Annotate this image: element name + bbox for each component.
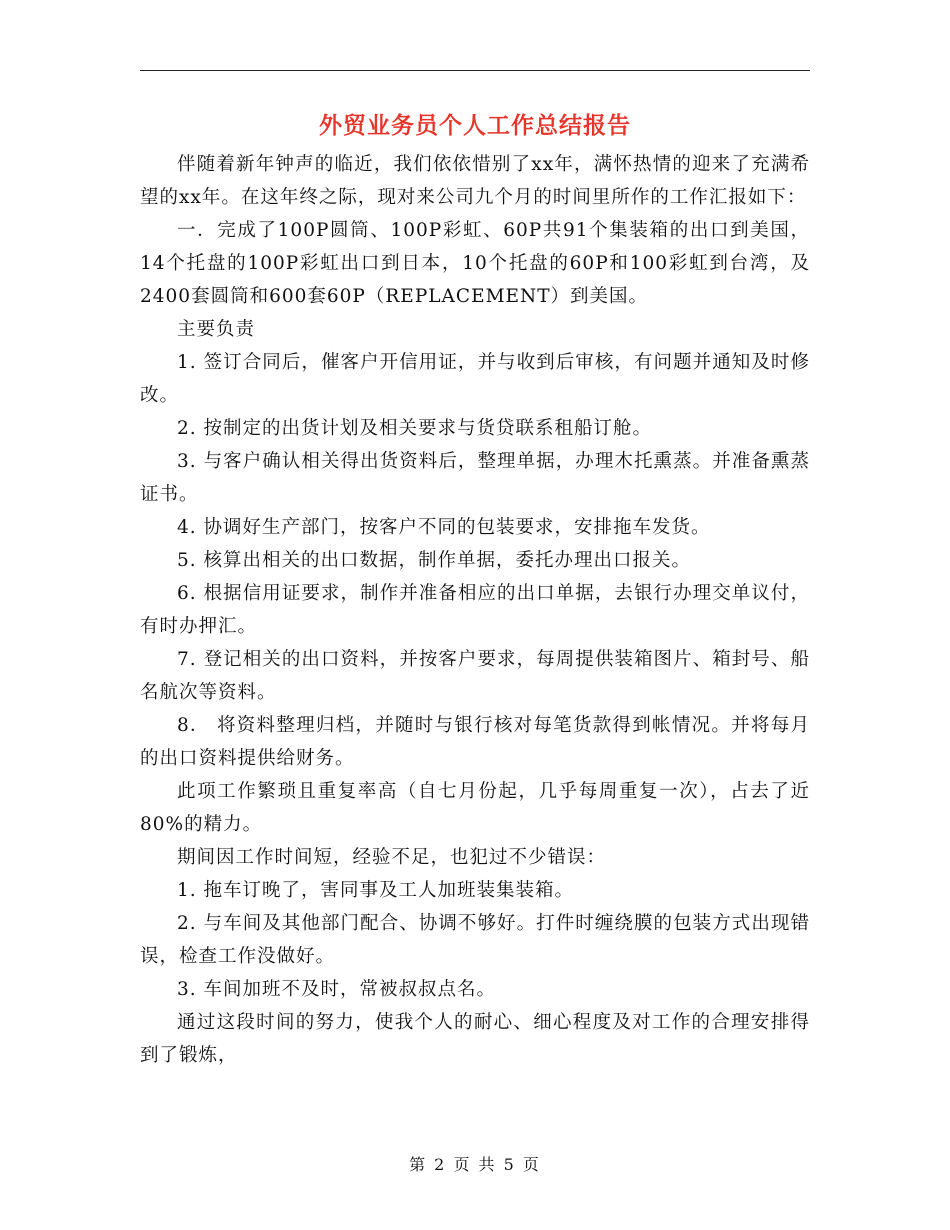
paragraph-duty-8: 8． 将资料整理归档，并随时与银行核对每笔货款得到帐情况。并将每月的出口资料提供给财务。 xyxy=(140,715,810,769)
paragraph-mistake-2: 2. 与车间及其他部门配合、协调不够好。打件时缠绕膜的包装方式出现错误，检查工作没做好。 xyxy=(140,913,810,967)
paragraph-mistake-3: 3. 车间加班不及时，常被叔叔点名。 xyxy=(177,979,497,1000)
paragraph-duty-6: 6. 根据信用证要求，制作并准备相应的出口单据，去银行办理交单议付，有时办押汇。 xyxy=(140,583,810,637)
paragraph-mistakes-heading: 期间因工作时间短，经验不足，也犯过不少错误： xyxy=(177,847,607,868)
paragraph-duty-1: 1. 签订合同后，催客户开信用证，并与收到后审核，有问题并通知及时修改。 xyxy=(140,352,810,406)
paragraph-duty-2: 2. 按制定的出货计划及相关要求与货贷联系租船订舱。 xyxy=(177,418,653,439)
paragraph-mistake-1: 1. 拖车订晚了，害同事及工人加班装集装箱。 xyxy=(177,880,575,901)
paragraph-duties-heading: 主要负责 xyxy=(177,319,256,340)
header-rule xyxy=(140,70,810,71)
paragraph-duty-5: 5. 核算出相关的出口数据，制作单据，委托办理出口报关。 xyxy=(177,550,692,571)
paragraph-intro: 伴随着新年钟声的临近，我们依依惜别了xx年，满怀热情的迎来了充满希望的xx年。在这年终之际，现对来公司九个月的时间里所作的工作汇报如下： xyxy=(140,154,810,208)
paragraph-workload: 此项工作繁琐且重复率高（自七月份起，几乎每周重复一次），占去了近80%的精力。 xyxy=(140,781,810,835)
paragraph-conclusion: 通过这段时间的努力，使我个人的耐心、细心程度及对工作的合理安排得到了锻炼， xyxy=(140,1012,810,1066)
paragraph-duty-7: 7. 登记相关的出口资料，并按客户要求，每周提供装箱图片、箱封号、船名航次等资料。 xyxy=(140,649,810,703)
paragraph-duty-3: 3. 与客户确认相关得出货资料后，整理单据，办理木托熏蒸。并准备熏蒸证书。 xyxy=(140,451,810,505)
paragraph-duty-4: 4. 协调好生产部门，按客户不同的包装要求，安排拖车发货。 xyxy=(177,517,711,538)
page-number-footer: 第 2 页 共 5 页 xyxy=(409,1155,541,1174)
paragraph-summary: 一．完成了100P圆筒、100P彩虹、60P共91个集装箱的出口到美国，14个托盘的100P彩虹出口到日本，10个托盘的60P和100彩虹到台湾，及2400套圆筒和600套60P（REPLACEMENT）到美国。 xyxy=(140,220,810,307)
document-title: 外贸业务员个人工作总结报告 xyxy=(319,112,631,139)
document-body xyxy=(140,148,810,1072)
